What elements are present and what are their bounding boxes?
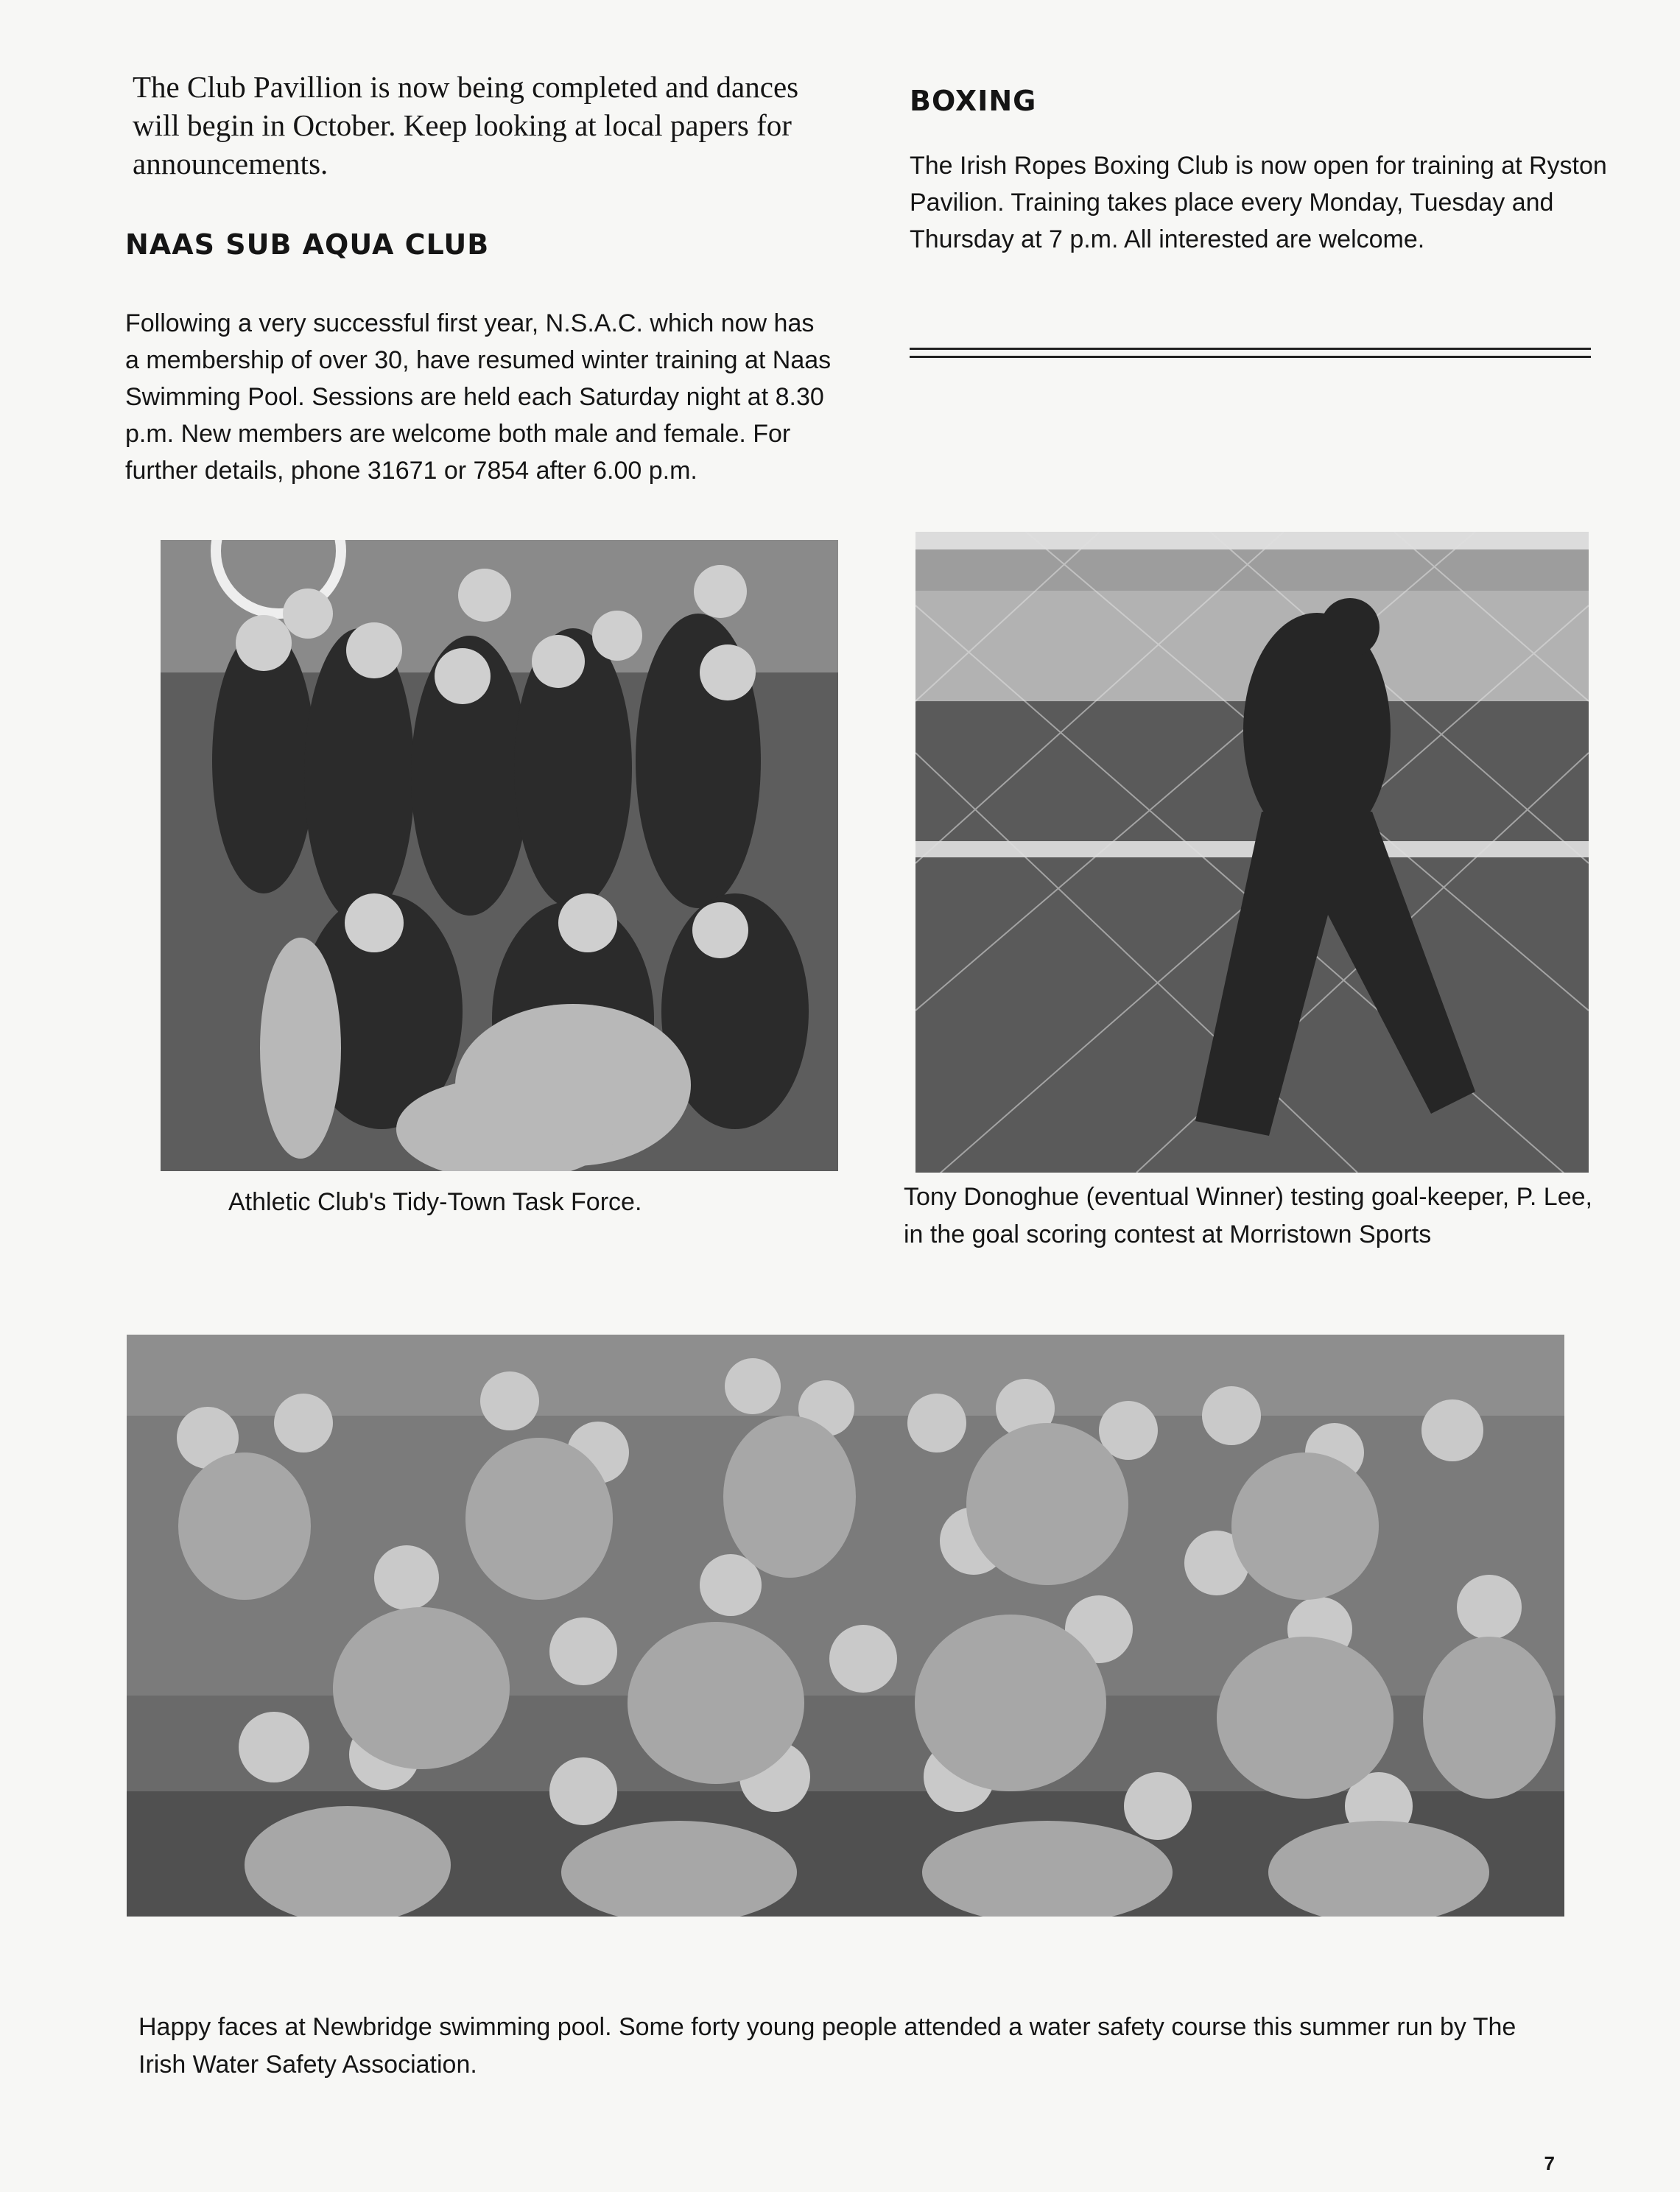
goal-scoring-photo [915, 532, 1589, 1173]
section-divider-double [910, 356, 1591, 358]
naas-sub-aqua-body: Following a very successful first year, N.S.A.C. which now has a membership of over 30, have resumed winter training at Naas Swimming Pool. Sessions are held each Saturday night at 8.30 p.m. New members are welcome both male and female. For further details, phone 31671 or 7854 after 6.00 p.m. [125, 309, 832, 485]
pool-caption: Happy faces at Newbridge swimming pool. Some forty young people attended a water safety course this summer run by The Irish Water Safety Association. [138, 2013, 1516, 2079]
intro-paragraph: The Club Pavillion is now being completed and dances will begin in October. Keep looking at local papers for announcements. [133, 70, 799, 180]
page-number: 7 [1544, 2152, 1555, 2174]
boxing-body: The Irish Ropes Boxing Club is now open for training at Ryston Pavilion. Training takes place every Monday, Tuesday and Thursday at 7 p.m. All interested are welcome. [910, 152, 1607, 253]
naas-sub-aqua-heading: NAAS SUB AQUA CLUB [125, 228, 490, 261]
section-divider [910, 348, 1591, 350]
athletic-club-photo [161, 540, 838, 1171]
swimming-pool-photo [127, 1335, 1564, 1917]
boxing-heading: BOXING [910, 85, 1037, 117]
goal-caption: Tony Donoghue (eventual Winner) testing goal-keeper, P. Lee, in the goal scoring contest at Morristown Sports [904, 1183, 1592, 1248]
athletic-caption: Athletic Club's Tidy-Town Task Force. [228, 1188, 642, 1216]
